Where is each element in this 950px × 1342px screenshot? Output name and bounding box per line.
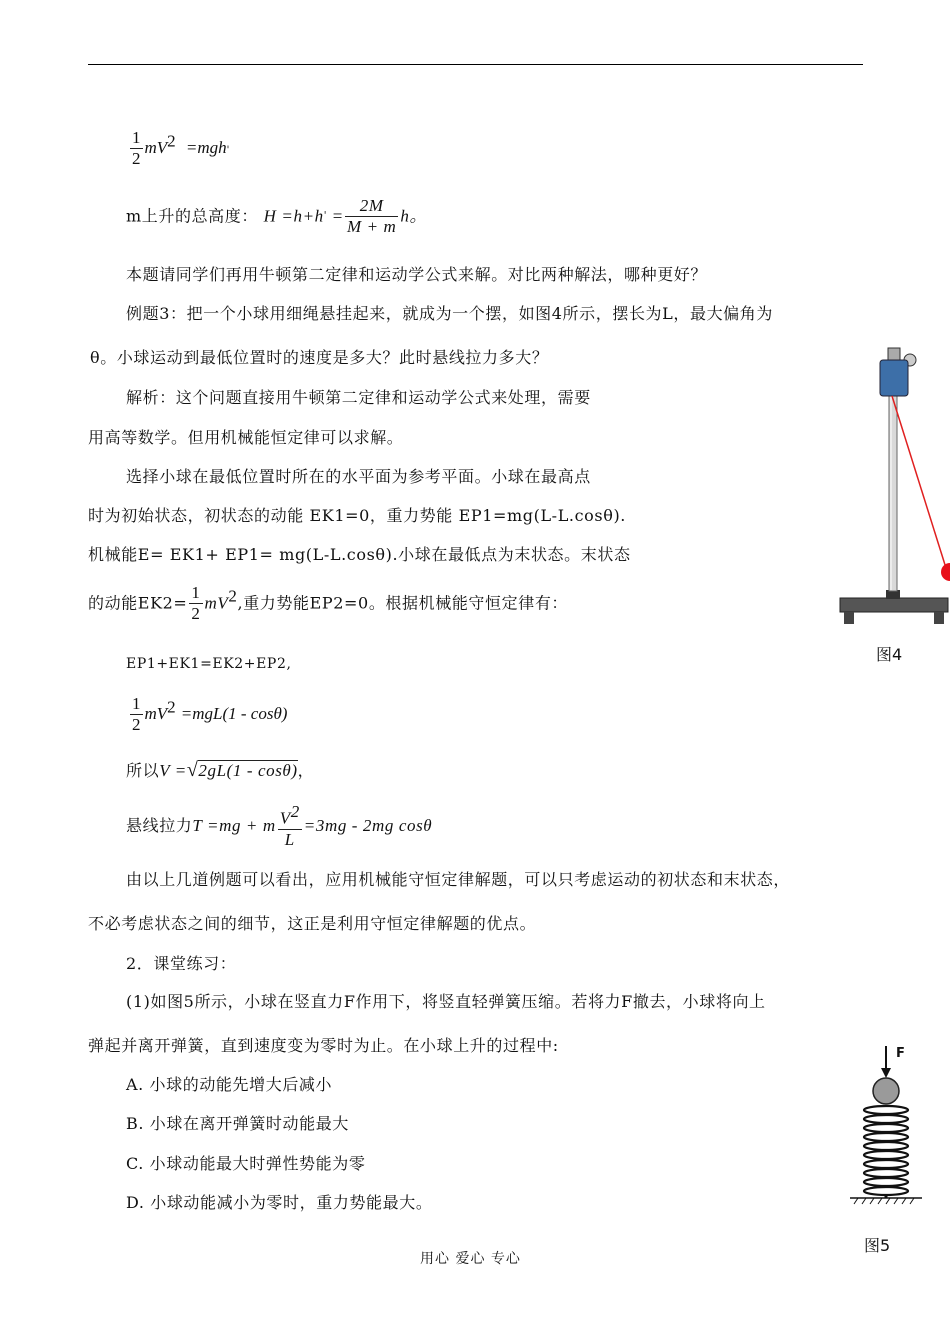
- option-a: A. 小球的动能先增大后减小: [126, 1075, 333, 1094]
- analysis-line1: 解析：这个问题直接用牛顿第二定律和运动学公式来处理，需要: [126, 388, 591, 407]
- figure5-spring: [846, 1044, 926, 1206]
- equation-tension: 悬线拉力T =mg + m $\frac{V^2}{L}$ =3mg - 2mg cosθ: [126, 802, 433, 849]
- example3-line1: 例题3：把一个小球用细绳悬挂起来，就成为一个摆，如图4所示，摆长为L，最大偏角为: [126, 304, 773, 323]
- stand-base: [840, 590, 948, 624]
- pendulum-string: [892, 396, 946, 568]
- analysis-line5: 机械能E= EK1+ EP1= mg(L-L.cosθ).小球在最低点为末状态。末状态: [88, 545, 631, 564]
- question1-line2: 弹起并离开弹簧，直到速度变为零时为止。在小球上升的过程中:: [88, 1036, 559, 1055]
- force-label: F: [896, 1046, 905, 1061]
- spring-coils: [864, 1106, 908, 1195]
- pendulum-ball: [941, 563, 950, 581]
- analysis-line2: 用高等数学。但用机械能恒定律可以求解。: [88, 428, 404, 447]
- stand-rod: [889, 395, 897, 591]
- option-c: C. 小球动能最大时弹性势能为零: [126, 1154, 366, 1173]
- ball: [873, 1078, 899, 1104]
- equation-velocity: 所以V =√2gL(1 - cosθ)，: [126, 759, 315, 781]
- energy-equation: EP1+EK1=EK2+EP2,: [126, 656, 292, 672]
- conclusion-line1: 由以上几道例题可以看出，应用机械能守恒定律解题，可以只考虑运动的初状态和末状态，: [126, 870, 791, 889]
- equation-half-mv2-mgl: $\frac{1}{2}$ $mV^2 =mgL(1 - \cos\theta)$: [132, 694, 288, 734]
- analysis-line3: 选择小球在最低位置时所在的水平面为参考平面。小球在最高点: [126, 467, 591, 486]
- page-footer: 用心 爱心 专心: [420, 1251, 521, 1267]
- equation-total-height: m上升的总高度： H =h+h' = $\frac{2M}{M + m}$ h。: [126, 196, 428, 236]
- clamp: [880, 348, 916, 396]
- analysis-line4: 时为初始状态，初状态的动能 EK1=0，重力势能 EP1=mg(L-L.cosθ).: [88, 506, 626, 525]
- figure5-caption: 图5: [864, 1236, 891, 1255]
- compare-paragraph: 本题请同学们再用牛顿第二定律和运动学公式来解。对比两种解法，哪种更好？: [126, 265, 708, 284]
- option-b: B. 小球在离开弹簧时动能最大: [126, 1114, 349, 1133]
- header-rule: [88, 64, 863, 65]
- option-d: D. 小球动能减小为零时，重力势能最大。: [126, 1193, 433, 1212]
- arrow-head-icon: [881, 1068, 891, 1078]
- ground-hatch: [854, 1198, 914, 1204]
- conclusion-line2: 不必考虑状态之间的细节，这正是利用守恒定律解题的优点。: [88, 914, 537, 933]
- question1-line1: (1)如图5所示，小球在竖直力F作用下，将竖直轻弹簧压缩。若将力F撤去，小球将向上: [126, 992, 766, 1011]
- analysis-line6: 的动能EK2= $\frac{1}{2}$ $mV^2$,重力势能EP2=0。根据机械能守恒定律有：: [88, 583, 569, 623]
- example3-line2: θ。小球运动到最低位置时的速度是多大？此时悬线拉力多大？: [90, 348, 549, 367]
- figure4-pendulum: [834, 340, 950, 630]
- figure4-caption: 图4: [876, 645, 903, 664]
- equation-half-mv2-mgh: $\frac{1}{2}$ $mV^2 =mgh'$: [132, 128, 230, 168]
- practice-heading: 2．课堂练习：: [126, 954, 237, 973]
